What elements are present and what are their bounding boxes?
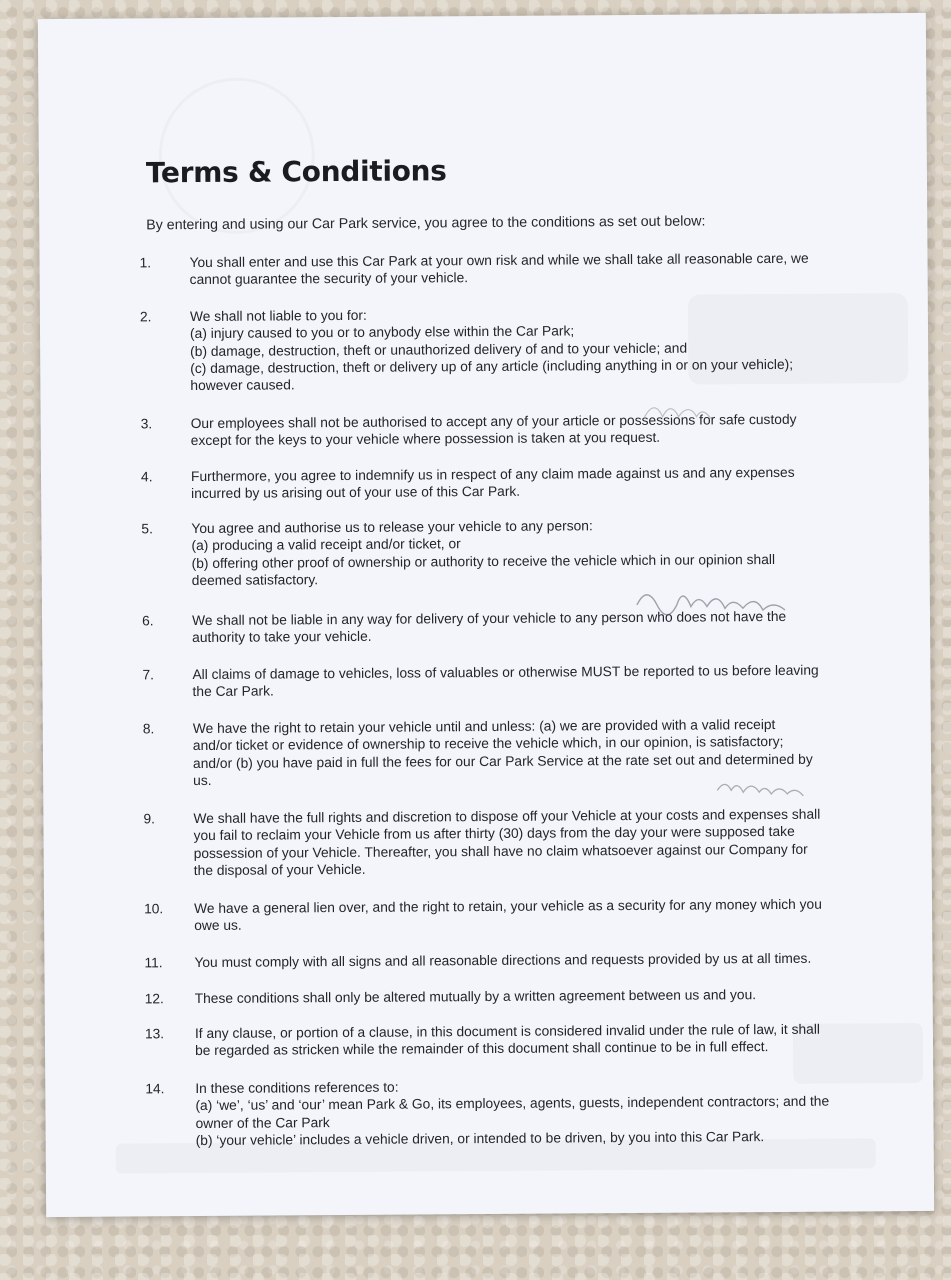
clause-number: 13. bbox=[144, 1026, 165, 1042]
clause-line: We shall have the full rights and discretion to dispose off your Vehicle at your costs and expenses shall bbox=[193, 806, 821, 827]
clause-number: 4. bbox=[140, 469, 153, 485]
clause-line: We shall not be liable in any way for delivery of your vehicle to any person who does not have the bbox=[191, 608, 787, 629]
clause-8 bbox=[142, 716, 833, 788]
clause-line: deemed satisfactory. bbox=[191, 572, 319, 588]
clause-line: You shall enter and use this Car Park at your own risk and while we shall take all reasonable care, we bbox=[189, 250, 809, 271]
clause-line: You agree and authorise us to release your vehicle to any person: bbox=[191, 518, 593, 537]
clause-line: possession of your Vehicle. Thereafter, you shall have no claim whatsoever against our Company for bbox=[193, 841, 808, 861]
clause-line: (c) damage, destruction, theft or delivery up of any article (including anything in or on your vehicle); bbox=[190, 356, 794, 376]
handwriting-scribble bbox=[713, 774, 823, 801]
clause-line: except for the keys to your vehicle where possession is taken at you request. bbox=[190, 430, 661, 449]
clause-number: 11. bbox=[144, 955, 163, 971]
clause-9 bbox=[143, 806, 833, 878]
clause-number: 5. bbox=[141, 521, 153, 537]
clause-line: You must comply with all signs and all reasonable directions and requests provided by us at all times. bbox=[194, 950, 812, 971]
clause-number: 2. bbox=[139, 309, 152, 325]
clause-line: you fail to reclaim your Vehicle from us after thirty (30) days from the day your were supposed take bbox=[193, 824, 795, 844]
clause-number: 10. bbox=[143, 901, 164, 917]
clause-10 bbox=[143, 896, 834, 934]
clause-line: the Car Park. bbox=[192, 683, 274, 700]
clause-7 bbox=[142, 662, 832, 700]
clause-line: be regarded as stricken while the remainder of this document shall continue to be in full effect. bbox=[194, 1039, 769, 1059]
clause-line: authority to take your vehicle. bbox=[192, 629, 372, 646]
clause-line: We have a general lien over, and the right to retain, your vehicle as a security for any money which you bbox=[193, 896, 822, 917]
clause-line: (b) damage, destruction, theft or unauthorized delivery of and to your vehicle; and bbox=[190, 340, 688, 359]
clause-number: 9. bbox=[143, 811, 155, 827]
clause-number: 12. bbox=[144, 991, 164, 1007]
clause-line: and/or ticket or evidence of ownership to receive the vehicle which, in our opinion, is satisfactory; bbox=[192, 734, 784, 754]
page-title: Terms & Conditions bbox=[145, 154, 447, 190]
clause-line: and/or (b) you have paid in full the fees for our Car Park Service at the rate set out and determined by bbox=[192, 751, 813, 771]
clause-12 bbox=[144, 986, 835, 1007]
clause-line: If any clause, or portion of a clause, in this document is considered invalid under the rule of law, it shall bbox=[194, 1021, 820, 1042]
clause-line: incurred by us arising out of your use of this Car Park. bbox=[191, 484, 521, 502]
clause-line: Furthermore, you agree to indemnify us in respect of any claim made against us and any expenses bbox=[190, 464, 795, 485]
clause-line: (a) producing a valid receipt and/or ticket, or bbox=[191, 536, 461, 554]
clause-line: We have the right to retain your vehicle until and unless: (a) we are provided with a valid receipt bbox=[192, 716, 776, 737]
clause-line: owe us. bbox=[194, 918, 242, 934]
clause-line: (b) ‘your vehicle’ includes a vehicle driven, or intended to be driven, by you into this Car Park. bbox=[195, 1128, 765, 1148]
clause-2 bbox=[139, 304, 830, 394]
clause-line: (a) ‘we’, ‘us’ and ‘our’ mean Park & Go, its employees, agents, guests, independent contractors; and the bbox=[195, 1093, 830, 1114]
intro-text: By entering and using our Car Park service, you agree to the conditions as set out below: bbox=[146, 213, 706, 234]
clause-number: 7. bbox=[142, 667, 154, 683]
clause-line: however caused. bbox=[190, 377, 295, 394]
clause-line: us. bbox=[193, 772, 212, 788]
clause-line: We shall not liable to you for: bbox=[189, 307, 367, 325]
clause-number: 8. bbox=[142, 721, 155, 737]
handwriting-scribble bbox=[640, 392, 760, 423]
clause-line: (b) offering other proof of ownership or authority to receive the vehicle which in our opinion shall bbox=[191, 551, 776, 571]
clause-line: cannot guarantee the security of your vehicle. bbox=[189, 270, 469, 288]
clause-14 bbox=[145, 1076, 835, 1148]
clause-line: Our employees shall not be authorised to accept any of your article or possessions for safe custody bbox=[190, 411, 797, 432]
clause-4 bbox=[140, 464, 831, 502]
clause-line: In these conditions references to: bbox=[195, 1079, 399, 1097]
clause-11 bbox=[144, 950, 834, 971]
clause-line: All claims of damage to vehicles, loss of valuables or otherwise MUST be reported to us before leaving bbox=[192, 662, 819, 683]
clause-line: (a) injury caused to you or to anybody else within the Car Park; bbox=[189, 323, 575, 342]
document-page bbox=[38, 13, 934, 1217]
clause-line: owner of the Car Park bbox=[195, 1114, 330, 1131]
clause-number: 6. bbox=[141, 613, 154, 629]
clause-13 bbox=[144, 1021, 835, 1059]
clause-5 bbox=[141, 516, 831, 588]
clause-1 bbox=[139, 250, 829, 288]
clause-number: 3. bbox=[140, 416, 153, 432]
clause-number: 14. bbox=[145, 1081, 165, 1097]
clause-line: These conditions shall only be altered mutually by a written agreement between us and you. bbox=[194, 987, 757, 1007]
handwriting-scribble bbox=[632, 573, 852, 625]
clause-number: 1. bbox=[139, 255, 152, 271]
clause-line: the disposal of your Vehicle. bbox=[193, 861, 366, 878]
